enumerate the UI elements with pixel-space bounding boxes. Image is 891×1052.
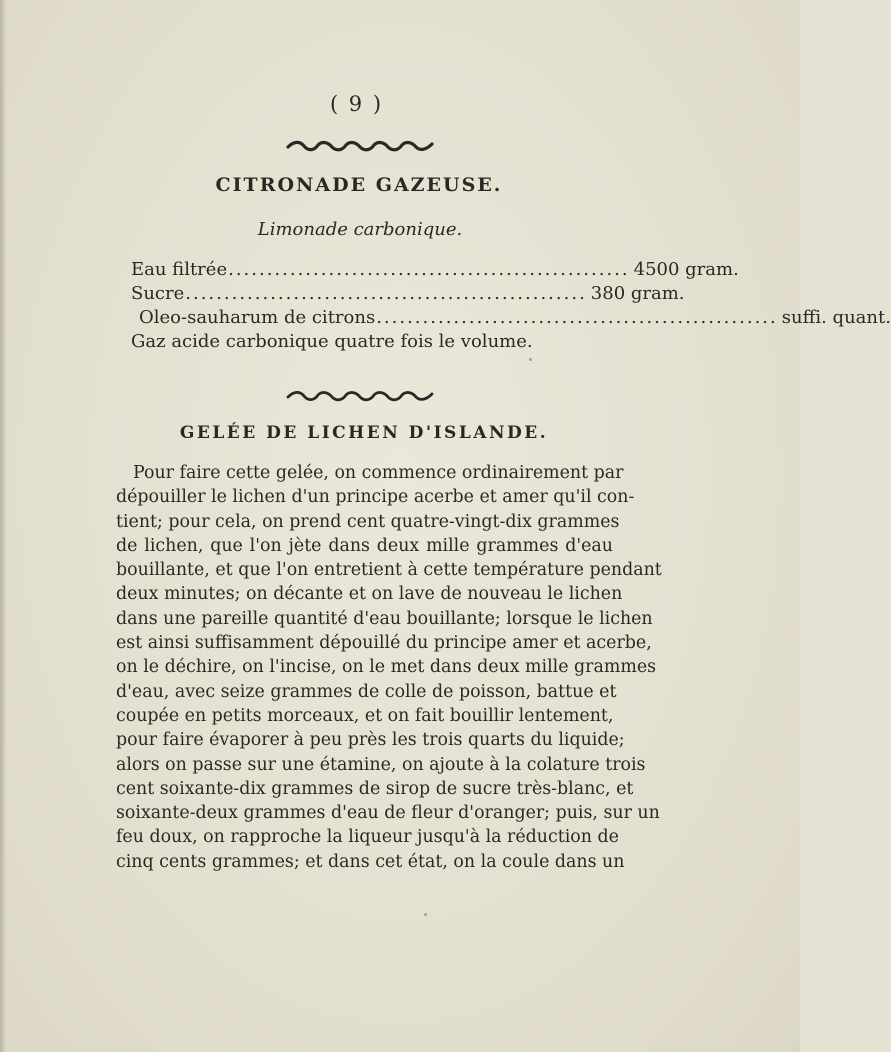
ingredient-name: Eau filtrée bbox=[131, 259, 228, 280]
ingredient-row bbox=[131, 330, 583, 354]
ingredient-row bbox=[131, 258, 739, 282]
paragraph-line: feu doux, on rapproche la liqueur jusqu'à la réduction de bbox=[116, 827, 619, 848]
paragraph-line: on le déchire, on l'incise, on le met dans deux mille grammes bbox=[116, 657, 657, 678]
paragraph-line: soixante-deux grammes d'eau de fleur d'oranger; puis, sur un bbox=[116, 803, 660, 824]
ingredient-row bbox=[131, 282, 685, 306]
ornament-divider-middle bbox=[286, 388, 434, 404]
paragraph-line: tient; pour cela, on prend cent quatre-vingt-dix grammes bbox=[116, 511, 620, 532]
ingredient-name: Oleo-sauharum de citrons bbox=[139, 307, 376, 328]
paragraph-line: alors on passe sur une étamine, on ajoute à la colature trois bbox=[116, 754, 646, 775]
ingredient-name: Sucre bbox=[131, 283, 185, 304]
ornament-divider-top bbox=[286, 138, 434, 154]
paragraph-line: dépouiller le lichen d'un principe acerbe et amer qu'il con- bbox=[116, 487, 635, 508]
section-title-citronade: CITRONADE GAZEUSE. bbox=[215, 174, 503, 196]
recipe-paragraph bbox=[116, 461, 662, 874]
paragraph-line: bouillante, et que l'on entretient à cette température pendant bbox=[116, 560, 662, 581]
paragraph-line: pour faire évaporer à peu près les trois quarts du liquide; bbox=[116, 730, 625, 751]
page-number: ( 9 ) bbox=[329, 92, 384, 116]
ingredient-quantity: 4500 gram. bbox=[633, 259, 739, 280]
paragraph-line: cinq cents grammes; et dans cet état, on la coule dans un bbox=[116, 851, 625, 872]
ingredient-list bbox=[131, 258, 891, 354]
page-gutter-edge bbox=[0, 0, 6, 1052]
ingredient-quantity: suffi. quant. bbox=[781, 307, 891, 328]
paragraph-line: cent soixante-dix grammes de sirop de sucre très-blanc, et bbox=[116, 778, 634, 799]
paragraph-line: d'eau, avec seize grammes de colle de poisson, battue et bbox=[116, 681, 617, 702]
section-title-gelee: GELÉE DE LICHEN D'ISLANDE. bbox=[179, 423, 549, 443]
paragraph-line: Pour faire cette gelée, on commence ordinairement par bbox=[133, 463, 624, 483]
leader-dots: .................................................... bbox=[376, 307, 778, 328]
section-subtitle: Limonade carbonique. bbox=[257, 219, 463, 240]
paper-speck bbox=[529, 358, 532, 361]
leader-dots: .................................................... bbox=[228, 259, 630, 280]
ingredient-quantity: 380 gram. bbox=[590, 283, 685, 304]
paper-speck bbox=[424, 913, 427, 916]
leader-dots: .................................................... bbox=[185, 283, 587, 304]
paragraph-line: deux minutes; on décante et on lave de nouveau le lichen bbox=[116, 584, 623, 605]
paragraph-line: de lichen, que l'on jète dans deux mille grammes d'eau bbox=[116, 535, 613, 556]
paragraph-line: dans une pareille quantité d'eau bouillante; lorsque le lichen bbox=[116, 608, 653, 629]
paragraph-line: est ainsi suffisamment dépouillé du principe amer et acerbe, bbox=[116, 633, 652, 654]
ingredient-row bbox=[131, 306, 891, 330]
ingredient-note: Gaz acide carbonique quatre fois le volume. bbox=[131, 331, 533, 352]
paragraph-line: coupée en petits morceaux, et on fait bouillir lentement, bbox=[116, 705, 614, 726]
